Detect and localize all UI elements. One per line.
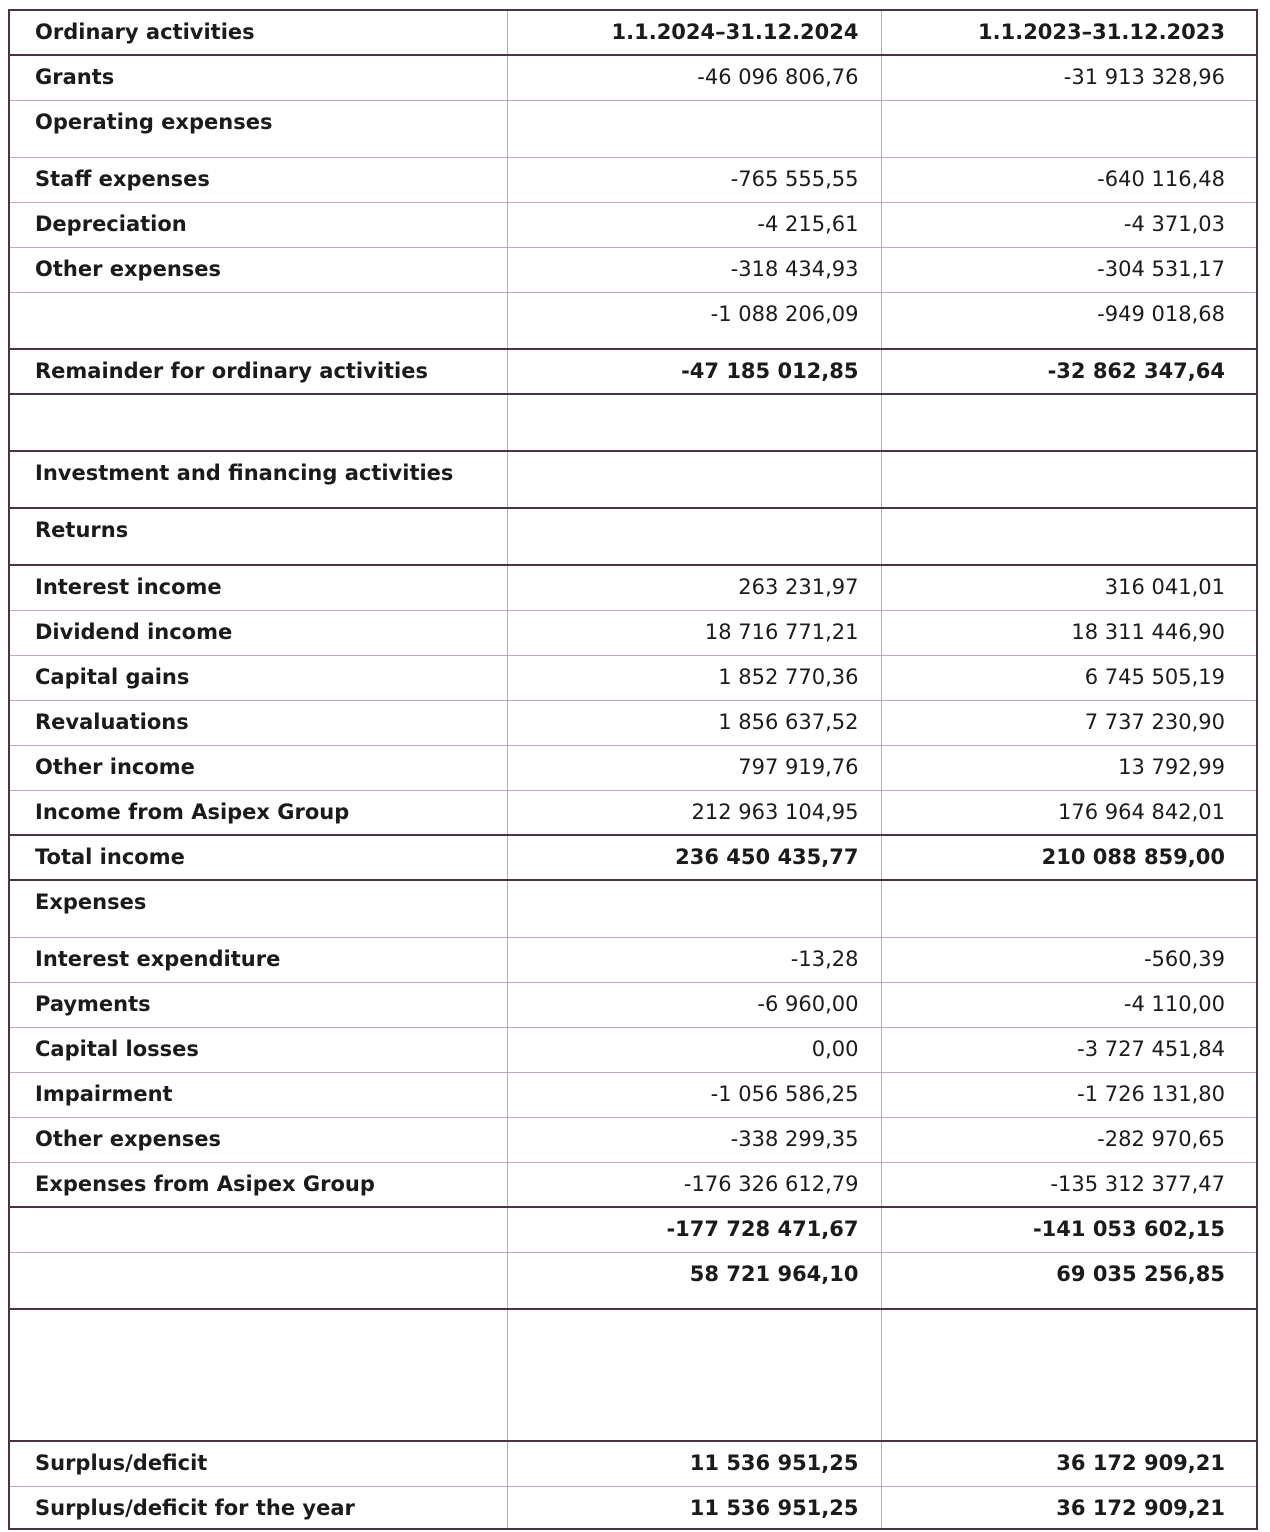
value-2023: 7 737 230,90 (881, 700, 1257, 745)
row-label: Other expenses (9, 1117, 507, 1162)
value-2024: -1 056 586,25 (507, 1072, 881, 1117)
row-label: Revaluations (9, 700, 507, 745)
row-expenses (9, 880, 1257, 937)
value-2024 (507, 100, 881, 157)
value-2024: -338 299,35 (507, 1117, 881, 1162)
row-capital-gains (9, 655, 1257, 700)
row-label: Expenses (9, 880, 507, 937)
row-other-expenses (9, 1117, 1257, 1162)
value-2024: -318 434,93 (507, 247, 881, 292)
row-income-from-asipex-group (9, 790, 1257, 835)
row-depreciation (9, 202, 1257, 247)
row-capital-losses (9, 1027, 1257, 1072)
row-label: Total income (9, 835, 507, 880)
row-revaluations (9, 700, 1257, 745)
row-label: Interest income (9, 565, 507, 610)
row-operating-expenses (9, 100, 1257, 157)
row-label: Staff expenses (9, 157, 507, 202)
row-label: Impairment (9, 1072, 507, 1117)
value-2024: -47 185 012,85 (507, 349, 881, 394)
value-2024: 236 450 435,77 (507, 835, 881, 880)
value-2024: 1 856 637,52 (507, 700, 881, 745)
value-2024: 1 852 770,36 (507, 655, 881, 700)
value-2024 (507, 508, 881, 565)
row-grants (9, 55, 1257, 100)
row-label: Surplus/deficit (9, 1441, 507, 1486)
row-label: Surplus/deficit for the year (9, 1486, 507, 1529)
value-2023: 36 172 909,21 (881, 1441, 1257, 1486)
value-2024 (507, 451, 881, 508)
value-2024: -176 326 612,79 (507, 1162, 881, 1207)
value-2023: -135 312 377,47 (881, 1162, 1257, 1207)
row-staff-expenses (9, 157, 1257, 202)
row-other-expenses (9, 247, 1257, 292)
value-2023: -32 862 347,64 (881, 349, 1257, 394)
row-label: Returns (9, 508, 507, 565)
value-2024: 18 716 771,21 (507, 610, 881, 655)
value-2023 (881, 100, 1257, 157)
row-label: Operating expenses (9, 100, 507, 157)
row-dividend-income (9, 610, 1257, 655)
value-2023: -4 371,03 (881, 202, 1257, 247)
value-2023 (881, 394, 1257, 451)
header-label: Ordinary activities (9, 10, 507, 55)
value-2023: -141 053 602,15 (881, 1207, 1257, 1252)
row-label: Interest expenditure (9, 937, 507, 982)
value-2024 (507, 1309, 881, 1441)
row-label: Capital gains (9, 655, 507, 700)
row-expenses-from-asipex-group (9, 1162, 1257, 1207)
value-2023: 69 035 256,85 (881, 1252, 1257, 1309)
value-2023: 176 964 842,01 (881, 790, 1257, 835)
value-2024 (507, 880, 881, 937)
value-2024: -13,28 (507, 937, 881, 982)
row-returns (9, 508, 1257, 565)
value-2024: -6 960,00 (507, 982, 881, 1027)
value-2023: -31 913 328,96 (881, 55, 1257, 100)
value-2023: -949 018,68 (881, 292, 1257, 349)
row-unlabeled (9, 394, 1257, 451)
row-interest-income (9, 565, 1257, 610)
value-2024: 11 536 951,25 (507, 1441, 881, 1486)
row-investment-and-financing-activities (9, 451, 1257, 508)
value-2023: 210 088 859,00 (881, 835, 1257, 880)
value-2024: 11 536 951,25 (507, 1486, 881, 1529)
value-2023: -4 110,00 (881, 982, 1257, 1027)
value-2023: 6 745 505,19 (881, 655, 1257, 700)
row-label: Income from Asipex Group (9, 790, 507, 835)
value-2023 (881, 508, 1257, 565)
row-label (9, 292, 507, 349)
row-total-income (9, 835, 1257, 880)
row-interest-expenditure (9, 937, 1257, 982)
row-label: Remainder for ordinary activities (9, 349, 507, 394)
row-surplus-deficit (9, 1441, 1257, 1486)
value-2024: 797 919,76 (507, 745, 881, 790)
row-label: Other expenses (9, 247, 507, 292)
row-unlabeled (9, 292, 1257, 349)
header-row (9, 10, 1257, 55)
row-label: Depreciation (9, 202, 507, 247)
value-2023: -640 116,48 (881, 157, 1257, 202)
income-statement-table (8, 9, 1258, 1530)
row-impairment (9, 1072, 1257, 1117)
row-label: Expenses from Asipex Group (9, 1162, 507, 1207)
row-unlabeled (9, 1207, 1257, 1252)
header-period-2023: 1.1.2023–31.12.2023 (881, 10, 1257, 55)
value-2023: -282 970,65 (881, 1117, 1257, 1162)
value-2024: 263 231,97 (507, 565, 881, 610)
value-2024: 0,00 (507, 1027, 881, 1072)
value-2023: -560,39 (881, 937, 1257, 982)
value-2024: -177 728 471,67 (507, 1207, 881, 1252)
row-label: Investment and financing activities (9, 451, 507, 508)
row-label (9, 1207, 507, 1252)
row-payments (9, 982, 1257, 1027)
value-2023 (881, 880, 1257, 937)
value-2023 (881, 1309, 1257, 1441)
value-2024: -765 555,55 (507, 157, 881, 202)
value-2023 (881, 451, 1257, 508)
row-unlabeled (9, 1309, 1257, 1441)
row-label: Payments (9, 982, 507, 1027)
value-2023: 18 311 446,90 (881, 610, 1257, 655)
row-label: Dividend income (9, 610, 507, 655)
value-2023: 13 792,99 (881, 745, 1257, 790)
value-2023: -1 726 131,80 (881, 1072, 1257, 1117)
value-2023: 316 041,01 (881, 565, 1257, 610)
row-label: Capital losses (9, 1027, 507, 1072)
value-2023: 36 172 909,21 (881, 1486, 1257, 1529)
value-2023: -304 531,17 (881, 247, 1257, 292)
value-2024: -4 215,61 (507, 202, 881, 247)
row-label: Other income (9, 745, 507, 790)
value-2023: -3 727 451,84 (881, 1027, 1257, 1072)
row-label (9, 1309, 507, 1441)
row-other-income (9, 745, 1257, 790)
value-2024: -46 096 806,76 (507, 55, 881, 100)
row-surplus-deficit-for-the-year (9, 1486, 1257, 1529)
value-2024: 212 963 104,95 (507, 790, 881, 835)
value-2024 (507, 394, 881, 451)
header-period-2024: 1.1.2024–31.12.2024 (507, 10, 881, 55)
row-unlabeled (9, 1252, 1257, 1309)
row-label (9, 1252, 507, 1309)
row-remainder-for-ordinary-activities (9, 349, 1257, 394)
row-label: Grants (9, 55, 507, 100)
value-2024: 58 721 964,10 (507, 1252, 881, 1309)
row-label (9, 394, 507, 451)
value-2024: -1 088 206,09 (507, 292, 881, 349)
